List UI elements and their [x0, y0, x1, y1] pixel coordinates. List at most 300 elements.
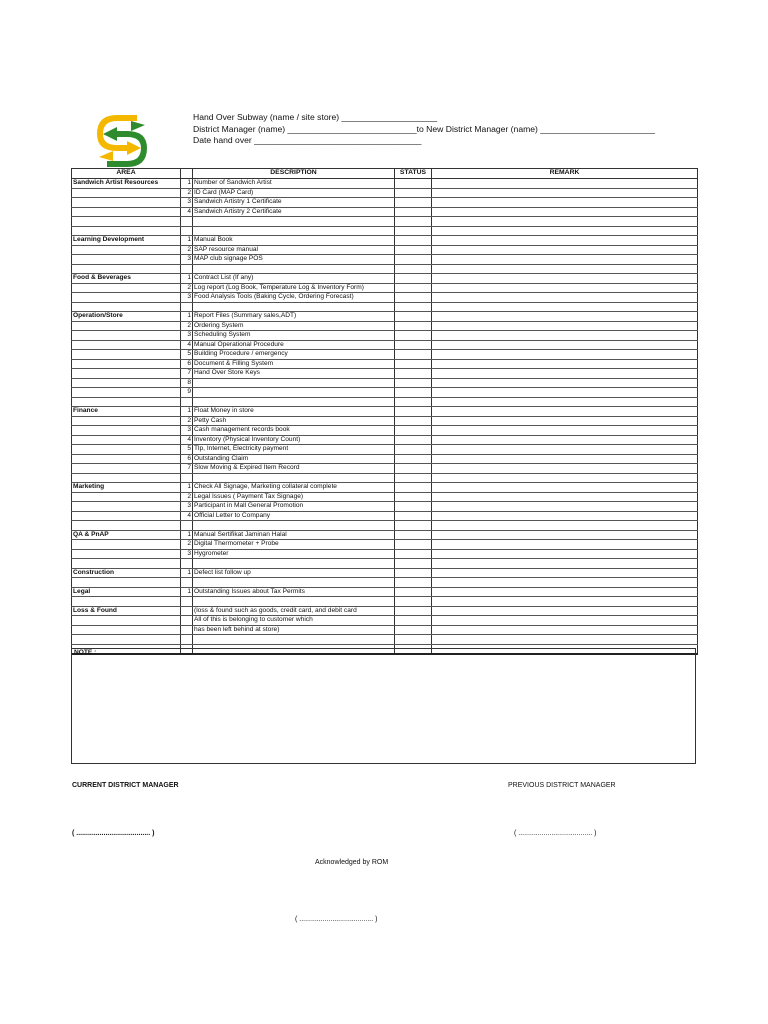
remark-cell[interactable] — [432, 207, 698, 217]
status-cell[interactable] — [395, 312, 432, 322]
description-cell — [193, 378, 395, 388]
table-row — [72, 492, 698, 502]
remark-cell[interactable] — [432, 445, 698, 455]
area-cell — [72, 578, 181, 588]
description-cell: Float Money in store — [193, 407, 395, 417]
status-cell[interactable] — [395, 369, 432, 379]
table-row — [72, 340, 698, 350]
table-row — [72, 274, 698, 284]
table-row — [72, 188, 698, 198]
status-cell[interactable] — [395, 578, 432, 588]
status-cell[interactable] — [395, 217, 432, 227]
area-cell — [72, 473, 181, 483]
num-cell — [181, 264, 193, 274]
status-cell[interactable] — [395, 502, 432, 512]
table-row — [72, 549, 698, 559]
table-row — [72, 597, 698, 607]
status-cell[interactable] — [395, 492, 432, 502]
num-cell: 1 — [181, 568, 193, 578]
area-cell — [72, 264, 181, 274]
status-cell[interactable] — [395, 226, 432, 236]
num-cell — [181, 578, 193, 588]
remark-cell[interactable] — [432, 454, 698, 464]
status-cell[interactable] — [395, 483, 432, 493]
status-cell[interactable] — [395, 255, 432, 265]
status-cell[interactable] — [395, 378, 432, 388]
area-cell — [72, 359, 181, 369]
area-cell — [72, 445, 181, 455]
table-row — [72, 331, 698, 341]
num-cell — [181, 302, 193, 312]
num-cell: 1 — [181, 587, 193, 597]
description-cell: Number of Sandwich Artist — [193, 179, 395, 189]
status-cell[interactable] — [395, 559, 432, 569]
status-cell[interactable] — [395, 511, 432, 521]
status-cell[interactable] — [395, 340, 432, 350]
status-cell[interactable] — [395, 179, 432, 189]
area-cell — [72, 188, 181, 198]
handover-header — [193, 112, 655, 147]
remark-cell[interactable] — [432, 321, 698, 331]
table-row — [72, 454, 698, 464]
description-cell: All of this is belonging to customer which — [193, 616, 395, 626]
table-row — [72, 388, 698, 398]
description-cell — [193, 521, 395, 531]
description-cell: Manual Operational Procedure — [193, 340, 395, 350]
remark-cell[interactable] — [432, 283, 698, 293]
num-cell — [181, 616, 193, 626]
description-cell: SAP resource manual — [193, 245, 395, 255]
remark-cell[interactable] — [432, 473, 698, 483]
description-cell: has been left behind at store) — [193, 625, 395, 635]
description-cell: Defect list follow up — [193, 568, 395, 578]
status-cell[interactable] — [395, 350, 432, 360]
remark-cell[interactable] — [432, 597, 698, 607]
status-cell[interactable] — [395, 416, 432, 426]
description-cell: MAP club signage POS — [193, 255, 395, 265]
remark-cell[interactable] — [432, 426, 698, 436]
description-cell: ID Card (MAP Card) — [193, 188, 395, 198]
table-row — [72, 350, 698, 360]
area-cell — [72, 198, 181, 208]
description-cell: Hygrometer — [193, 549, 395, 559]
area-cell — [72, 502, 181, 512]
area-cell — [72, 511, 181, 521]
description-cell: Slow Moving & Expired Item Record — [193, 464, 395, 474]
area-cell — [72, 302, 181, 312]
status-cell[interactable] — [395, 283, 432, 293]
remark-cell[interactable] — [432, 540, 698, 550]
subway-s-logo-icon — [97, 113, 147, 169]
note-label: NOTE : — [74, 649, 97, 656]
status-cell[interactable] — [395, 454, 432, 464]
table-row — [72, 483, 698, 493]
num-cell: 9 — [181, 388, 193, 398]
description-cell: Tlp, Internet, Electricity payment — [193, 445, 395, 455]
remark-cell[interactable] — [432, 549, 698, 559]
table-row — [72, 283, 698, 293]
table-row — [72, 445, 698, 455]
current-dm-title: CURRENT DISTRICT MANAGER — [72, 782, 179, 789]
table-row — [72, 359, 698, 369]
table-row — [72, 236, 698, 246]
description-cell: Hand Over Store Keys — [193, 369, 395, 379]
rom-signature-line[interactable]: ( ...................................... ) — [295, 916, 378, 923]
area-cell — [72, 464, 181, 474]
num-cell: 3 — [181, 549, 193, 559]
area-cell — [72, 426, 181, 436]
description-cell: Inventory (Physical Inventory Count) — [193, 435, 395, 445]
num-cell: 3 — [181, 502, 193, 512]
area-cell: Food & Beverages — [72, 274, 181, 284]
remark-cell[interactable] — [432, 492, 698, 502]
status-cell[interactable] — [395, 521, 432, 531]
table-row — [72, 606, 698, 616]
description-cell — [193, 217, 395, 227]
remark-cell[interactable] — [432, 397, 698, 407]
description-cell: Official Letter to Company — [193, 511, 395, 521]
remark-cell[interactable] — [432, 255, 698, 265]
status-cell[interactable] — [395, 302, 432, 312]
area-cell: Loss & Found — [72, 606, 181, 616]
description-cell: Legal Issues ( Payment Tax Signage) — [193, 492, 395, 502]
description-cell — [193, 473, 395, 483]
previous-dm-title: PREVIOUS DISTRICT MANAGER — [508, 782, 616, 789]
area-cell: Operation/Store — [72, 312, 181, 322]
remark-cell[interactable] — [432, 217, 698, 227]
num-cell: 1 — [181, 483, 193, 493]
remark-cell[interactable] — [432, 625, 698, 635]
status-cell[interactable] — [395, 274, 432, 284]
description-cell: Petty Cash — [193, 416, 395, 426]
table-row — [72, 502, 698, 512]
num-cell: 2 — [181, 416, 193, 426]
num-cell: 2 — [181, 245, 193, 255]
description-cell: Sandwich Artistry 1 Certificate — [193, 198, 395, 208]
status-cell[interactable] — [395, 587, 432, 597]
status-cell[interactable] — [395, 264, 432, 274]
table-row — [72, 473, 698, 483]
area-cell — [72, 350, 181, 360]
num-cell: 4 — [181, 340, 193, 350]
table-row — [72, 635, 698, 645]
col-num — [181, 169, 193, 179]
description-cell: Contract List (If any) — [193, 274, 395, 284]
table-row — [72, 207, 698, 217]
table-row — [72, 616, 698, 626]
status-cell[interactable] — [395, 207, 432, 217]
num-cell — [181, 559, 193, 569]
description-cell — [193, 264, 395, 274]
description-cell: Food Analysis Tools (Baking Cycle, Ordering Forecast) — [193, 293, 395, 303]
status-cell[interactable] — [395, 331, 432, 341]
table-row — [72, 321, 698, 331]
area-cell — [72, 635, 181, 645]
num-cell: 5 — [181, 445, 193, 455]
area-cell — [72, 454, 181, 464]
current-dm-signature-line[interactable]: ( ...................................... ) — [72, 830, 155, 837]
status-cell[interactable] — [395, 198, 432, 208]
status-cell[interactable] — [395, 426, 432, 436]
area-cell — [72, 340, 181, 350]
table-row — [72, 179, 698, 189]
description-cell — [193, 578, 395, 588]
status-cell[interactable] — [395, 321, 432, 331]
status-cell[interactable] — [395, 549, 432, 559]
remark-cell[interactable] — [432, 502, 698, 512]
description-cell: Sandwich Artistry 2 Certificate — [193, 207, 395, 217]
table-row — [72, 625, 698, 635]
num-cell: 2 — [181, 188, 193, 198]
status-cell[interactable] — [395, 625, 432, 635]
remark-cell[interactable] — [432, 274, 698, 284]
remark-cell[interactable] — [432, 530, 698, 540]
num-cell: 1 — [181, 407, 193, 417]
col-status: STATUS — [395, 169, 432, 179]
area-cell: QA & PnAP — [72, 530, 181, 540]
description-cell: Report Files (Summary sales,ADT) — [193, 312, 395, 322]
remark-cell[interactable] — [432, 616, 698, 626]
num-cell — [181, 635, 193, 645]
remark-cell[interactable] — [432, 264, 698, 274]
table-row — [72, 464, 698, 474]
table-row — [72, 198, 698, 208]
description-cell — [193, 559, 395, 569]
table-row — [72, 226, 698, 236]
num-cell — [181, 597, 193, 607]
num-cell: 6 — [181, 359, 193, 369]
remark-cell[interactable] — [432, 236, 698, 246]
num-cell: 7 — [181, 369, 193, 379]
status-cell[interactable] — [395, 530, 432, 540]
area-cell — [72, 293, 181, 303]
table-row — [72, 511, 698, 521]
remark-cell[interactable] — [432, 559, 698, 569]
num-cell: 5 — [181, 350, 193, 360]
status-cell[interactable] — [395, 568, 432, 578]
num-cell: 4 — [181, 435, 193, 445]
area-cell — [72, 625, 181, 635]
remark-cell[interactable] — [432, 198, 698, 208]
remark-cell[interactable] — [432, 435, 698, 445]
num-cell: 1 — [181, 179, 193, 189]
remark-cell[interactable] — [432, 293, 698, 303]
col-remark: REMARK — [432, 169, 698, 179]
remark-cell[interactable] — [432, 302, 698, 312]
col-area: AREA — [72, 169, 181, 179]
remark-cell[interactable] — [432, 312, 698, 322]
area-cell — [72, 245, 181, 255]
num-cell: 3 — [181, 293, 193, 303]
area-cell — [72, 521, 181, 531]
area-cell — [72, 416, 181, 426]
remark-cell[interactable] — [432, 369, 698, 379]
table-row — [72, 217, 698, 227]
num-cell: 1 — [181, 312, 193, 322]
status-cell[interactable] — [395, 435, 432, 445]
description-cell: Manual Book — [193, 236, 395, 246]
description-cell: Building Procedure / emergency — [193, 350, 395, 360]
num-cell: 8 — [181, 378, 193, 388]
remark-cell[interactable] — [432, 635, 698, 645]
table-row — [72, 530, 698, 540]
area-cell — [72, 435, 181, 445]
remark-cell[interactable] — [432, 245, 698, 255]
remark-cell[interactable] — [432, 350, 698, 360]
table-row — [72, 426, 698, 436]
num-cell: 4 — [181, 511, 193, 521]
num-cell: 4 — [181, 207, 193, 217]
remark-cell[interactable] — [432, 587, 698, 597]
area-cell — [72, 283, 181, 293]
area-cell: Marketing — [72, 483, 181, 493]
num-cell: 2 — [181, 540, 193, 550]
remark-cell[interactable] — [432, 568, 698, 578]
description-cell — [193, 635, 395, 645]
area-cell — [72, 397, 181, 407]
num-cell: 7 — [181, 464, 193, 474]
col-description: DESCRIPTION — [193, 169, 395, 179]
status-cell[interactable] — [395, 473, 432, 483]
table-row — [72, 521, 698, 531]
area-cell — [72, 559, 181, 569]
table-row — [72, 587, 698, 597]
num-cell — [181, 397, 193, 407]
previous-dm-signature-line[interactable]: ( ...................................... ) — [514, 830, 597, 837]
table-row — [72, 312, 698, 322]
remark-cell[interactable] — [432, 511, 698, 521]
remark-cell[interactable] — [432, 464, 698, 474]
num-cell — [181, 625, 193, 635]
num-cell: 2 — [181, 283, 193, 293]
remark-cell[interactable] — [432, 179, 698, 189]
table-row — [72, 302, 698, 312]
description-cell: Document & Filling System — [193, 359, 395, 369]
table-row — [72, 255, 698, 265]
table-row — [72, 435, 698, 445]
remark-cell[interactable] — [432, 483, 698, 493]
table-row — [72, 264, 698, 274]
status-cell[interactable] — [395, 445, 432, 455]
num-cell: 3 — [181, 331, 193, 341]
description-cell: Log report (Log Book, Temperature Log & Inventory Form) — [193, 283, 395, 293]
remark-cell[interactable] — [432, 188, 698, 198]
table-row — [72, 293, 698, 303]
area-cell: Sandwich Artist Resources — [72, 179, 181, 189]
status-cell[interactable] — [395, 388, 432, 398]
description-cell: Scheduling System — [193, 331, 395, 341]
status-cell[interactable] — [395, 635, 432, 645]
status-cell[interactable] — [395, 407, 432, 417]
num-cell: 2 — [181, 321, 193, 331]
table-row — [72, 369, 698, 379]
remark-cell[interactable] — [432, 226, 698, 236]
area-cell — [72, 549, 181, 559]
description-cell: Digital Thermometer + Probe — [193, 540, 395, 550]
table-row — [72, 416, 698, 426]
num-cell: 3 — [181, 198, 193, 208]
area-cell — [72, 378, 181, 388]
subway-store-field[interactable]: Hand Over Subway (name / site store) ____________________ — [193, 112, 438, 122]
description-cell: Outstanding Claim — [193, 454, 395, 464]
district-manager-field[interactable]: District Manager (name) ___________________________to New District Manager (name) ________________________ — [193, 123, 655, 134]
description-cell: Ordering System — [193, 321, 395, 331]
description-cell — [193, 388, 395, 398]
description-cell: Participant in Mall General Promotion — [193, 502, 395, 512]
area-cell: Learning Development — [72, 236, 181, 246]
status-cell[interactable] — [395, 359, 432, 369]
num-cell: 3 — [181, 255, 193, 265]
remark-cell[interactable] — [432, 606, 698, 616]
description-cell: Outstanding Issues about Tax Permits — [193, 587, 395, 597]
table-row — [72, 407, 698, 417]
num-cell: 1 — [181, 274, 193, 284]
description-cell — [193, 226, 395, 236]
area-cell: Construction — [72, 568, 181, 578]
num-cell — [181, 521, 193, 531]
status-cell[interactable] — [395, 616, 432, 626]
status-cell[interactable] — [395, 606, 432, 616]
area-cell — [72, 255, 181, 265]
status-cell[interactable] — [395, 293, 432, 303]
num-cell — [181, 606, 193, 616]
remark-cell[interactable] — [432, 388, 698, 398]
table-row — [72, 245, 698, 255]
area-cell — [72, 540, 181, 550]
remark-cell[interactable] — [432, 359, 698, 369]
area-cell — [72, 207, 181, 217]
area-cell — [72, 369, 181, 379]
status-cell[interactable] — [395, 397, 432, 407]
remark-cell[interactable] — [432, 331, 698, 341]
num-cell — [181, 217, 193, 227]
num-cell — [181, 473, 193, 483]
area-cell — [72, 597, 181, 607]
checklist-body — [72, 179, 698, 655]
num-cell: 1 — [181, 236, 193, 246]
acknowledged-title: Acknowledged by ROM — [315, 859, 389, 866]
status-cell[interactable] — [395, 540, 432, 550]
description-cell — [193, 397, 395, 407]
remark-cell[interactable] — [432, 378, 698, 388]
area-cell — [72, 226, 181, 236]
area-cell — [72, 321, 181, 331]
status-cell[interactable] — [395, 245, 432, 255]
remark-cell[interactable] — [432, 340, 698, 350]
status-cell[interactable] — [395, 597, 432, 607]
area-cell — [72, 616, 181, 626]
remark-cell[interactable] — [432, 407, 698, 417]
remark-cell[interactable] — [432, 521, 698, 531]
status-cell[interactable] — [395, 464, 432, 474]
note-box[interactable] — [71, 648, 696, 764]
description-cell: Check All Signage, Marketing collateral complete — [193, 483, 395, 493]
remark-cell[interactable] — [432, 416, 698, 426]
description-cell — [193, 302, 395, 312]
date-handover-field[interactable]: Date hand over ___________________________________ — [193, 135, 422, 146]
remark-cell[interactable] — [432, 578, 698, 588]
table-row — [72, 378, 698, 388]
num-cell: 2 — [181, 492, 193, 502]
status-cell[interactable] — [395, 236, 432, 246]
description-cell: Manual Sertifikat Jaminan Halal — [193, 530, 395, 540]
status-cell[interactable] — [395, 188, 432, 198]
area-cell — [72, 492, 181, 502]
table-row — [72, 578, 698, 588]
num-cell: 3 — [181, 426, 193, 436]
table-row — [72, 559, 698, 569]
num-cell: 1 — [181, 530, 193, 540]
